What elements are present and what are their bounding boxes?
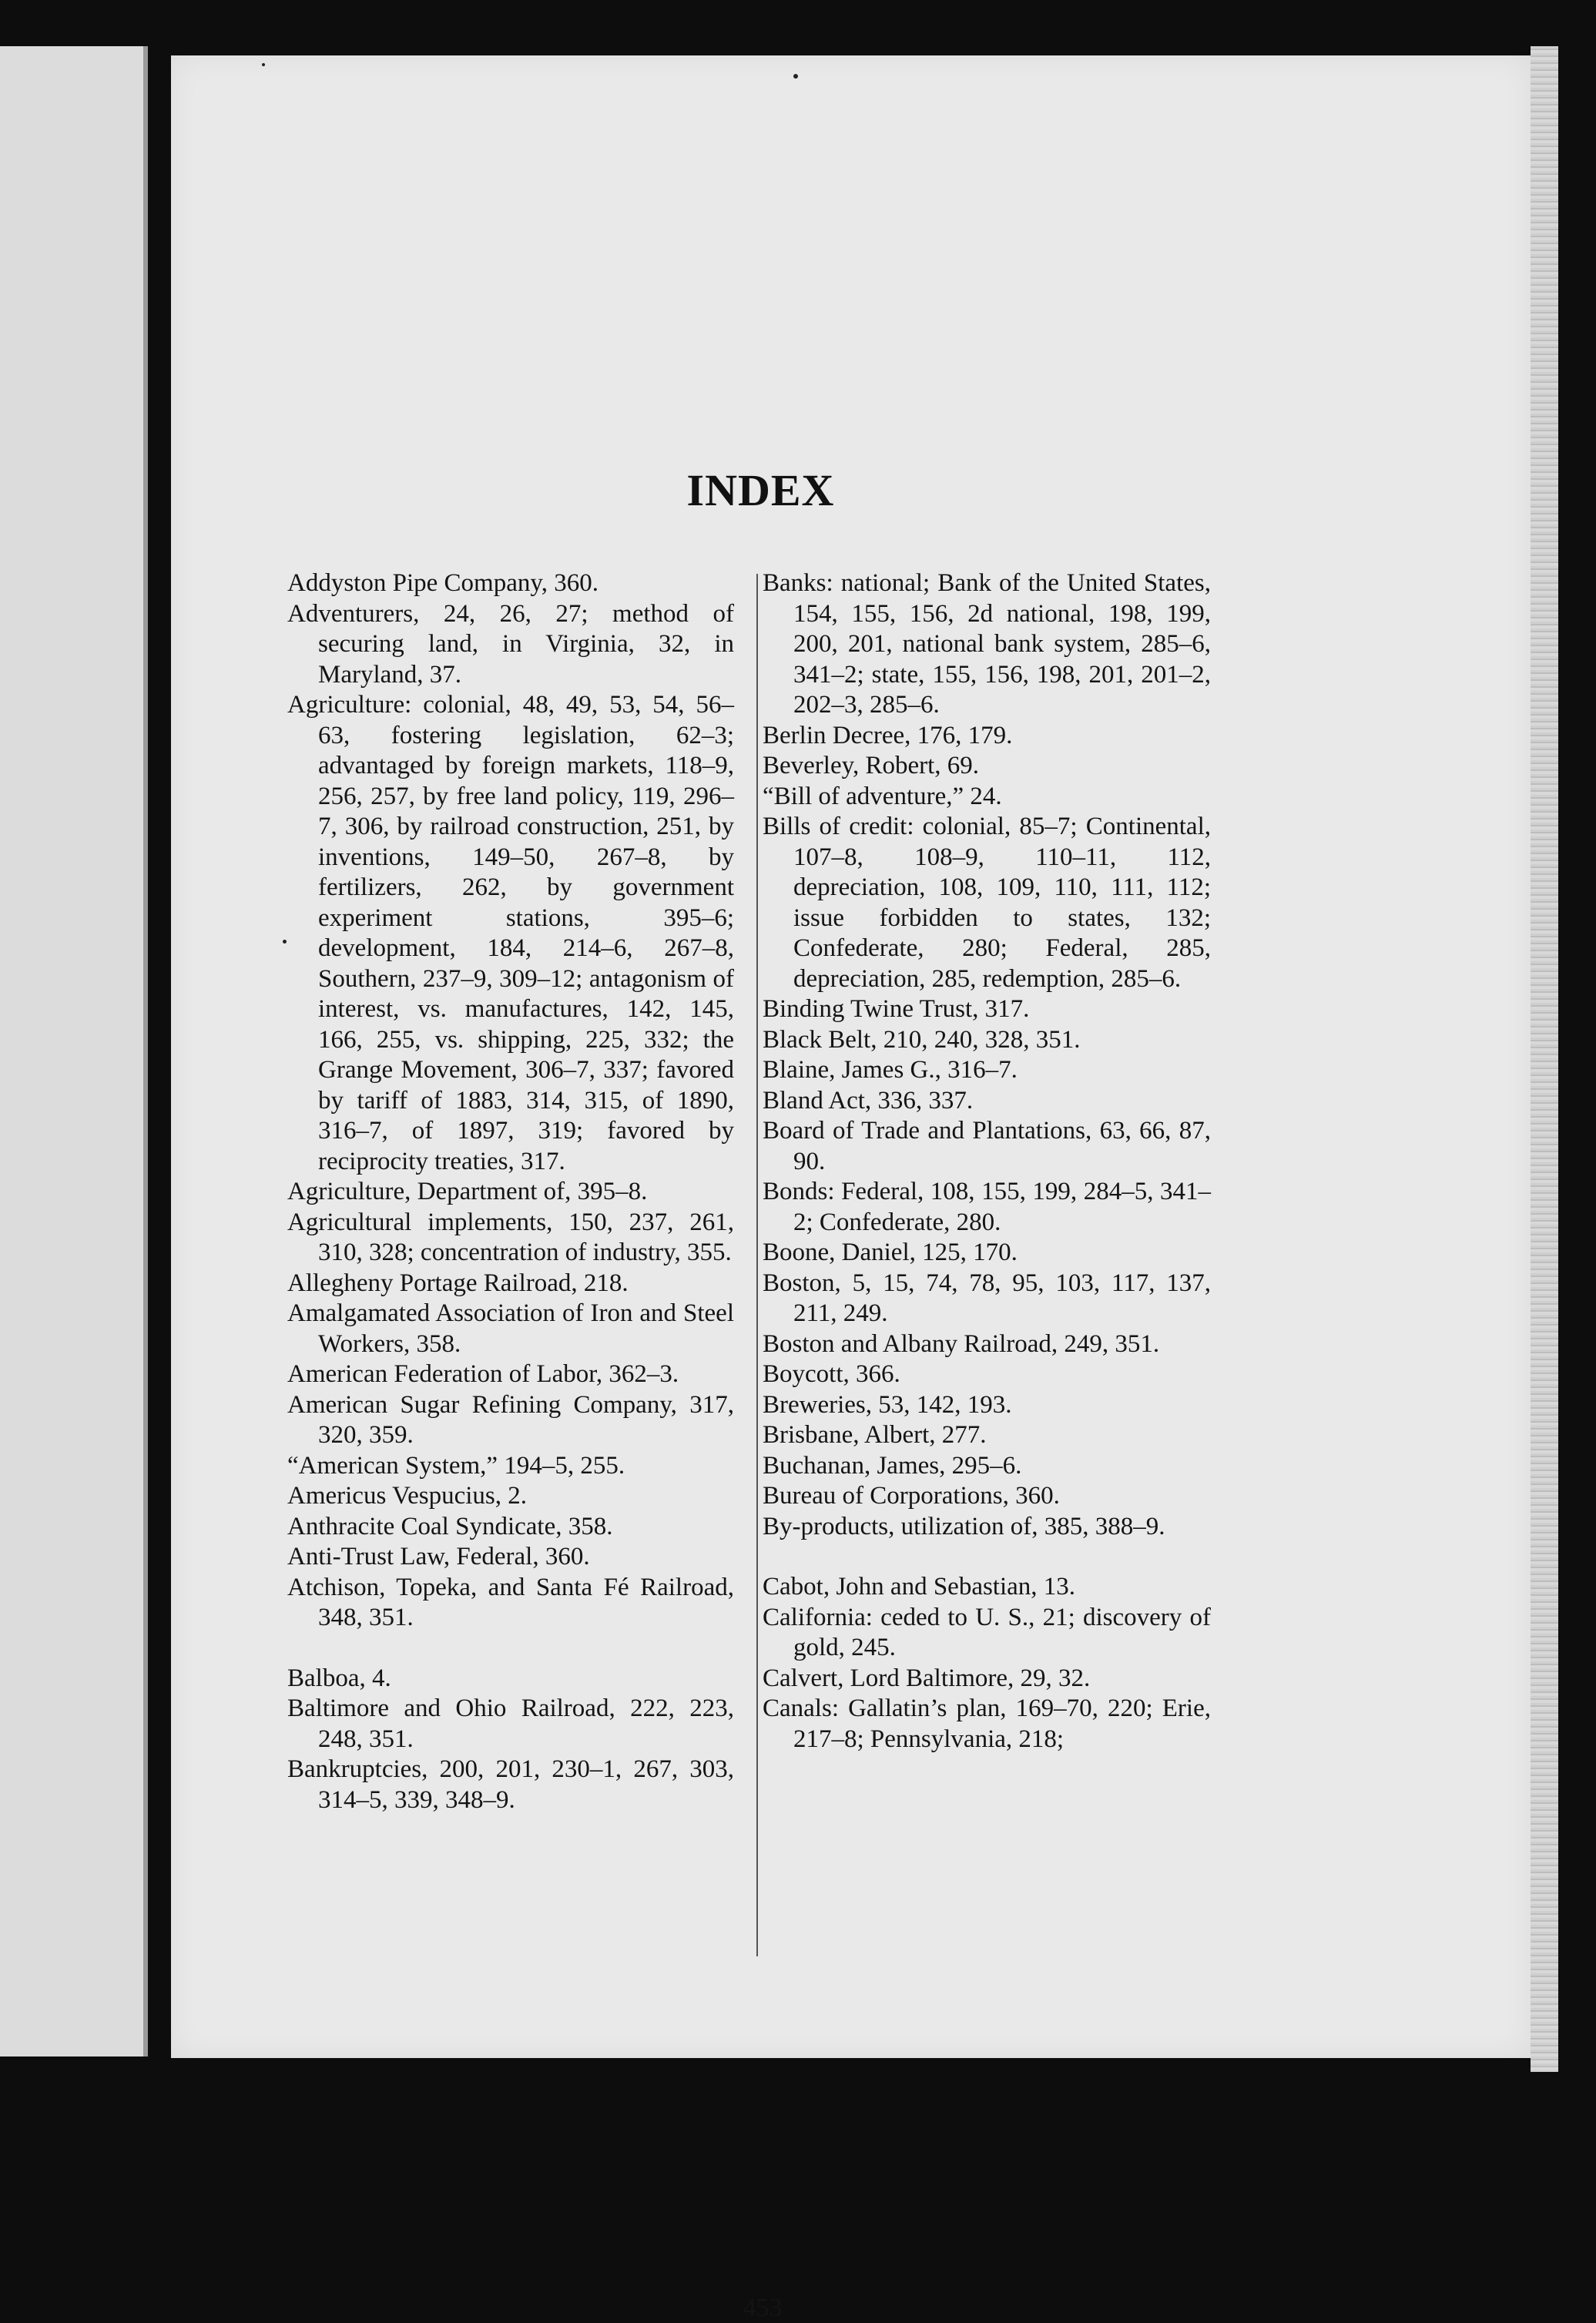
index-column-right: [763, 568, 1211, 1755]
index-entry: Addyston Pipe Company, 360.: [287, 569, 598, 597]
index-entry: Berlin Decree, 176, 179.: [763, 721, 1013, 749]
index-entry: Beverley, Robert, 69.: [763, 752, 980, 779]
index-entry: Calvert, Lord Baltimore, 29, 32.: [763, 1664, 1091, 1692]
index-entry: California: ceded to U. S., 21; discovery of gold, 245.: [763, 1603, 1211, 1661]
index-column-left: [287, 568, 734, 1815]
index-entry: “American System,” 194–5, 255.: [287, 1451, 625, 1480]
index-entry: Black Belt, 210, 240, 328, 351.: [763, 1025, 1081, 1054]
index-entry: Agriculture, Department of, 395–8.: [287, 1178, 648, 1205]
letter-group-gap: [287, 1634, 734, 1664]
index-entry: Bills of credit: colonial, 85–7; Continental, 107–8, 108–9, 110–11, 112, depreciation, 108, 109, 110, 111, 112; issue forbidden to states, 132; Confederate, 280; Federal, 285, depreciation, 285, redemption, 285–6.: [763, 813, 1211, 993]
index-entry: Brisbane, Albert, 277.: [763, 1421, 987, 1449]
index-entry: Anti-Trust Law, Federal, 360.: [287, 1543, 590, 1570]
index-entry: Breweries, 53, 142, 193.: [763, 1390, 1012, 1419]
index-entry: Boone, Daniel, 125, 170.: [763, 1239, 1018, 1266]
scan-speck: [793, 74, 798, 79]
index-entry: Atchison, Topeka, and Santa Fé Railroad, 348, 351.: [287, 1573, 734, 1631]
page-number: 453: [743, 2294, 783, 2322]
index-entry: American Sugar Refining Company, 317, 320, 359.: [287, 1390, 734, 1449]
index-entry: Boycott, 366.: [763, 1360, 900, 1388]
facing-page-edge: [0, 46, 148, 2057]
index-entry: Agricultural implements, 150, 237, 261, 310, 328; concentration of industry, 355.: [287, 1208, 734, 1266]
index-entry: Bankruptcies, 200, 201, 230–1, 267, 303, 314–5, 339, 348–9.: [287, 1755, 734, 1814]
index-entry: Bonds: Federal, 108, 155, 199, 284–5, 341–2; Confederate, 280.: [763, 1178, 1211, 1236]
index-entry: Boston and Albany Railroad, 249, 351.: [763, 1329, 1160, 1358]
scan-speck: [283, 940, 287, 944]
index-entry: Americus Vespucius, 2.: [287, 1482, 528, 1510]
column-divider: [756, 574, 758, 1956]
index-entry: Boston, 5, 15, 74, 78, 95, 103, 117, 137, 211, 249.: [763, 1269, 1211, 1327]
index-entry: Buchanan, James, 295–6.: [763, 1451, 1022, 1480]
page-title: INDEX: [686, 465, 835, 515]
index-entry: Baltimore and Ohio Railroad, 222, 223, 248, 351.: [287, 1694, 734, 1753]
index-entry: Agriculture: colonial, 48, 49, 53, 54, 56–63, fostering legislation, 62–3; advantaged by foreign markets, 118–9, 256, 257, by free land policy, 119, 296–7, 306, by railroad construction, 251, by inventions, 149–50, 267–8, by fertilizers, 262, by government experiment stations, 395–6; development, 184, 214–6, 267–8, Southern, 237–9, 309–12; antagonism of interest, vs. manufactures, 142, 145, 166, 255, vs. shipping, 225, 332; the Grange Movement, 306–7, 337; favored by tariff of 1883, 314, 315, of 1890, 316–7, of 1897, 319; favored by reciprocity treaties, 317.: [287, 691, 734, 1175]
index-entry: Bureau of Corporations, 360.: [763, 1482, 1060, 1510]
index-entry: Balboa, 4.: [287, 1664, 391, 1692]
index-entry: Amalgamated Association of Iron and Steel Workers, 358.: [287, 1299, 734, 1358]
index-entry: Canals: Gallatin’s plan, 169–70, 220; Erie, 217–8; Pennsylvania, 218;: [763, 1694, 1211, 1753]
index-entry: Bland Act, 336, 337.: [763, 1086, 974, 1115]
index-entry: Board of Trade and Plantations, 63, 66, 87, 90.: [763, 1117, 1211, 1175]
index-entry: Banks: national; Bank of the United States, 154, 155, 156, 2d national, 198, 199, 200, 201, national bank system, 285–6, 341–2; state, 155, 156, 198, 201, 201–2, 202–3, 285–6.: [763, 569, 1211, 719]
page-stack-edge: [1531, 46, 1558, 2072]
index-entry: Adventurers, 24, 26, 27; method of securing land, in Virginia, 32, in Maryland, 37.: [287, 599, 734, 689]
index-entry: American Federation of Labor, 362–3.: [287, 1360, 679, 1388]
index-entry: “Bill of adventure,” 24.: [763, 782, 1002, 810]
index-entry: Anthracite Coal Syndicate, 358.: [287, 1512, 613, 1540]
index-entry: Binding Twine Trust, 317.: [763, 995, 1030, 1023]
index-entry: Allegheny Portage Railroad, 218.: [287, 1269, 629, 1297]
index-entry: By-products, utilization of, 385, 388–9.: [763, 1512, 1165, 1540]
index-entry: Blaine, James G., 316–7.: [763, 1056, 1018, 1084]
letter-group-gap: [763, 1542, 1211, 1572]
scan-speck: [262, 63, 265, 66]
index-entry: Cabot, John and Sebastian, 13.: [763, 1573, 1076, 1601]
